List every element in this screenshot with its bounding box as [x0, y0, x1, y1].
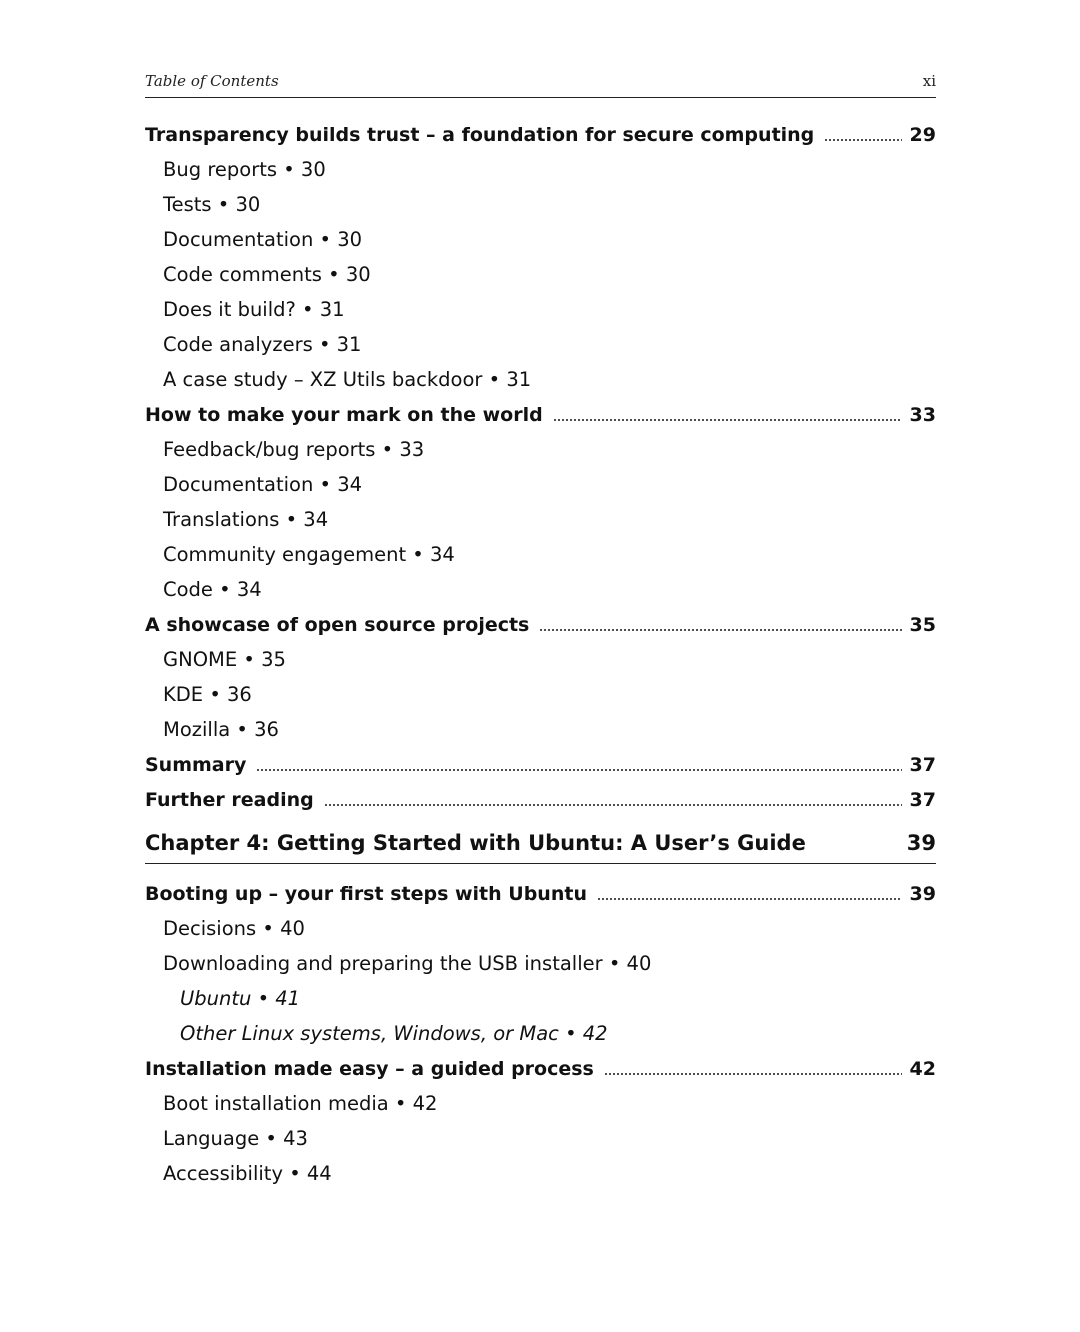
- toc-subsection-entry[interactable]: GNOME • 35: [163, 648, 286, 671]
- toc-subsection-entry[interactable]: A case study – XZ Utils backdoor • 31: [163, 368, 532, 391]
- toc-page-number: 37: [909, 788, 936, 811]
- toc-section-entry[interactable]: [145, 397, 936, 432]
- toc-section-title: Summary: [145, 753, 247, 776]
- toc-subsection-entry[interactable]: Language • 43: [163, 1127, 308, 1150]
- toc-page-number: 39: [909, 882, 936, 905]
- toc-section-entry[interactable]: [145, 876, 936, 911]
- toc-section-entry[interactable]: [145, 747, 936, 782]
- toc-section-entry[interactable]: [145, 607, 936, 642]
- toc-subsubsection-entry[interactable]: Ubuntu • 41: [180, 987, 301, 1010]
- running-head-title: Table of Contents: [145, 72, 279, 90]
- dot-leader: [539, 629, 901, 631]
- toc-page-number: 29: [909, 123, 936, 146]
- toc-subsection-entry[interactable]: Community engagement • 34: [163, 543, 455, 566]
- toc-subsection-entry[interactable]: Feedback/bug reports • 33: [163, 438, 425, 461]
- toc-chapter-entry[interactable]: [145, 831, 936, 864]
- dot-leader: [256, 769, 901, 771]
- dot-leader: [553, 419, 902, 421]
- toc-subsection-entry[interactable]: KDE • 36: [163, 683, 252, 706]
- toc-section-title: A showcase of open source projects: [145, 613, 530, 636]
- dot-leader: [604, 1073, 902, 1075]
- toc-section-title: How to make your mark on the world: [145, 403, 543, 426]
- toc-chapter-title: Chapter 4: Getting Started with Ubuntu: A User’s Guide: [145, 831, 806, 855]
- toc-subsection-entry[interactable]: Code analyzers • 31: [163, 333, 362, 356]
- toc-section-title: Booting up – your first steps with Ubuntu: [145, 882, 587, 905]
- toc-subsection-entry[interactable]: Tests • 30: [163, 193, 261, 216]
- toc-section-entry[interactable]: [145, 117, 936, 152]
- toc-subsection-entry[interactable]: Bug reports • 30: [163, 158, 326, 181]
- toc-section-title: Further reading: [145, 788, 314, 811]
- dot-leader: [324, 804, 902, 806]
- toc-page-number: 42: [909, 1057, 936, 1080]
- toc-subsection-entry[interactable]: Boot installation media • 42: [163, 1092, 438, 1115]
- running-head-page-number: xi: [922, 72, 936, 90]
- toc-subsection-entry[interactable]: Accessibility • 44: [163, 1162, 332, 1185]
- table-of-contents: [145, 117, 936, 1191]
- toc-section-entry[interactable]: [145, 782, 936, 817]
- toc-subsection-entry[interactable]: Mozilla • 36: [163, 718, 279, 741]
- toc-page-number: 37: [909, 753, 936, 776]
- toc-page-number: 33: [909, 403, 936, 426]
- toc-subsubsection-entry[interactable]: Other Linux systems, Windows, or Mac • 42: [180, 1022, 608, 1045]
- toc-subsection-entry[interactable]: Does it build? • 31: [163, 298, 345, 321]
- toc-subsection-entry[interactable]: Documentation • 34: [163, 473, 363, 496]
- dot-leader: [824, 139, 901, 141]
- toc-chapter-page-number: 39: [906, 831, 936, 855]
- toc-subsection-entry[interactable]: Documentation • 30: [163, 228, 363, 251]
- toc-subsection-entry[interactable]: Code • 34: [163, 578, 262, 601]
- toc-section-title: Installation made easy – a guided process: [145, 1057, 594, 1080]
- toc-subsection-entry[interactable]: Decisions • 40: [163, 917, 305, 940]
- toc-page-number: 35: [909, 613, 936, 636]
- toc-section-entry[interactable]: [145, 1051, 936, 1086]
- dot-leader: [597, 898, 902, 900]
- toc-section-title: Transparency builds trust – a foundation for secure computing: [145, 123, 815, 146]
- running-head: [145, 72, 936, 98]
- toc-subsection-entry[interactable]: Downloading and preparing the USB installer • 40: [163, 952, 652, 975]
- toc-subsection-entry[interactable]: Code comments • 30: [163, 263, 371, 286]
- toc-subsection-entry[interactable]: Translations • 34: [163, 508, 329, 531]
